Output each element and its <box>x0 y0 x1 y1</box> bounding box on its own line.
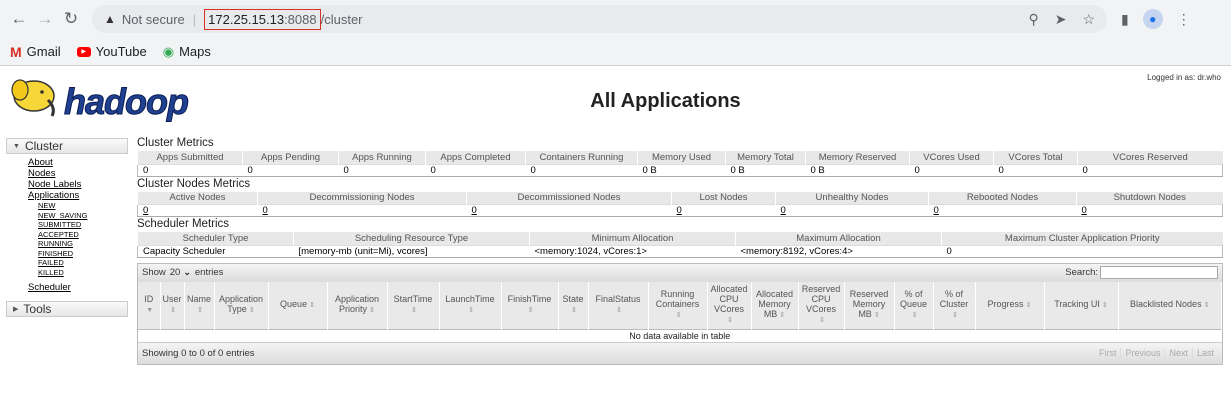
url-text[interactable] <box>204 12 362 27</box>
menu-icon[interactable]: ⋮ <box>1176 10 1191 27</box>
sidebar-link-submitted[interactable]: SUBMITTED <box>38 220 82 229</box>
bookmark-maps[interactable]: ◉ Maps <box>162 43 211 59</box>
nodes-value-link[interactable]: 0 <box>467 205 672 217</box>
app-state-list <box>28 201 128 277</box>
entries-label: entries <box>194 267 224 278</box>
bookmark-gmail[interactable]: M Gmail <box>10 43 61 60</box>
col-vcores-used: VCores Used <box>910 151 994 164</box>
sort-icon: ⇕ <box>1025 302 1032 310</box>
sort-icon: ⇕ <box>616 307 622 315</box>
col-running-containers[interactable]: Running Containers ⇕ <box>648 282 707 330</box>
url-host: 172.25.15.13:8088 <box>204 9 320 30</box>
metric-value: 0 B <box>638 164 726 176</box>
sort-icon: ⇕ <box>873 312 880 320</box>
sidebar-link-running[interactable]: RUNNING <box>38 239 73 248</box>
collapsed-triangle-icon: ▶ <box>13 306 19 313</box>
col-application-priority[interactable]: Application Priority ⇕ <box>327 282 387 330</box>
profile-avatar-icon[interactable]: ● <box>1143 9 1163 29</box>
entries-per-page-select[interactable]: 20 ⌄ <box>169 267 191 278</box>
col-apps-submitted: Apps Submitted <box>138 151 243 164</box>
sort-icon: ⇕ <box>170 307 176 315</box>
metric-value: 0 B <box>726 164 806 176</box>
col-apps-completed: Apps Completed <box>426 151 526 164</box>
page-header <box>0 66 1231 136</box>
col-finish-time[interactable]: FinishTime ⇕ <box>501 282 558 330</box>
col-progress[interactable]: Progress ⇕ <box>975 282 1044 330</box>
expanded-triangle-icon: ▼ <box>13 142 20 150</box>
search-input[interactable] <box>1100 266 1218 279</box>
sort-icon: ⇕ <box>952 312 958 320</box>
col-memory-used: Memory Used <box>638 151 726 164</box>
reload-icon[interactable]: ↻ <box>63 9 79 28</box>
cluster-metrics-title: Cluster Metrics <box>137 137 214 149</box>
col-memory-reserved: Memory Reserved <box>806 151 910 164</box>
url-separator: | <box>192 11 197 27</box>
not-secure-label: Not secure <box>121 11 185 27</box>
maps-icon: ◉ <box>162 43 175 59</box>
sort-icon: ⇕ <box>197 307 203 315</box>
col-final-status[interactable]: FinalStatus ⇕ <box>588 282 648 330</box>
col-allocated-cpu-vcores[interactable]: Allocated CPU VCores ⇕ <box>707 282 751 330</box>
col-percent-of-cluster[interactable]: % of Cluster ⇕ <box>933 282 975 330</box>
col-vcores-total: VCores Total <box>994 151 1078 164</box>
col-maximum-allocation: Maximum Allocation <box>736 232 942 245</box>
col-memory-total: Memory Total <box>726 151 806 164</box>
url-path: /cluster <box>320 11 363 27</box>
sidebar-link-killed[interactable]: KILLED <box>38 267 64 277</box>
nodes-value-link[interactable]: 0 <box>929 205 1077 217</box>
metric-value: 0 <box>426 164 526 176</box>
table-footer <box>138 342 1222 364</box>
sidebar-link-about[interactable]: About <box>28 157 53 168</box>
youtube-icon: ▶ <box>77 47 91 57</box>
sidebar-link-new[interactable]: NEW <box>38 201 56 210</box>
col-max-cluster-app-priority: Maximum Cluster Application Priority <box>942 232 1223 245</box>
col-queue[interactable]: Queue ⇕ <box>268 282 327 330</box>
metric-value: 0 <box>994 164 1078 176</box>
address-bar[interactable] <box>92 5 1107 33</box>
zoom-icon[interactable]: ⚲ <box>1028 10 1039 27</box>
col-scheduling-resource-type: Scheduling Resource Type <box>294 232 530 245</box>
col-containers-running: Containers Running <box>526 151 638 164</box>
svg-text:hadoop: hadoop <box>64 81 188 122</box>
col-tracking-ui[interactable]: Tracking UI ⇕ <box>1044 282 1118 330</box>
sort-icon: ⇕ <box>369 307 375 315</box>
warning-icon: ▲ <box>104 12 116 26</box>
logged-in-label: Logged in as: dr.who <box>1147 73 1221 82</box>
sort-icon: ⇕ <box>411 307 417 315</box>
scheduler-value: <memory:1024, vCores:1> <box>530 245 736 257</box>
back-icon[interactable]: ← <box>10 9 28 28</box>
metric-value: 0 B <box>806 164 910 176</box>
col-user[interactable]: User ⇕ <box>160 282 184 330</box>
bookmarks-bar <box>0 38 1231 66</box>
col-apps-pending: Apps Pending <box>243 151 339 164</box>
metric-value: 0 <box>138 164 243 176</box>
cluster-nav-list <box>6 154 128 297</box>
nodes-value-link[interactable]: 0 <box>776 205 929 217</box>
applications-table-box <box>137 263 1223 365</box>
col-start-time[interactable]: StartTime ⇕ <box>387 282 439 330</box>
scheduler-value: Capacity Scheduler <box>138 245 294 257</box>
sidebar-link-scheduler[interactable]: Scheduler <box>28 282 71 293</box>
metric-value: 0 <box>243 164 339 176</box>
col-apps-running: Apps Running <box>339 151 426 164</box>
send-icon[interactable]: ➤ <box>1054 10 1067 27</box>
sidebar-link-accepted[interactable]: ACCEPTED <box>38 229 79 239</box>
metric-value: 0 <box>339 164 426 176</box>
sidebar-link-applications[interactable]: Applications <box>28 190 80 201</box>
col-launch-time[interactable]: LaunchTime ⇕ <box>439 282 501 330</box>
col-vcores-reserved: VCores Reserved <box>1078 151 1223 164</box>
col-lost-nodes: Lost Nodes <box>672 192 776 205</box>
sidebar-link-finished[interactable]: FINISHED <box>38 248 74 258</box>
metric-value: 0 <box>1078 164 1223 176</box>
col-allocated-memory-mb[interactable]: Allocated Memory MB ⇕ <box>751 282 798 330</box>
sort-icon: ⇕ <box>675 312 682 320</box>
sort-icon: ⇕ <box>911 312 918 320</box>
page-title: All Applications <box>590 90 741 112</box>
metric-value: 0 <box>910 164 994 176</box>
applications-table <box>138 282 1222 342</box>
bookmark-youtube[interactable]: ▶ YouTube <box>77 44 147 59</box>
gmail-icon: M <box>10 43 22 60</box>
side-panel-icon[interactable]: ▮ <box>1121 10 1129 27</box>
sidebar-cluster-header[interactable]: ▼ Cluster <box>6 138 128 154</box>
scheduler-metrics-title: Scheduler Metrics <box>137 218 230 230</box>
scheduler-value: 0 <box>942 245 1223 257</box>
col-shutdown-nodes: Shutdown Nodes <box>1077 192 1223 205</box>
col-blacklisted-nodes[interactable]: Blacklisted Nodes ⇕ <box>1118 282 1222 330</box>
sort-icon: ⇕ <box>571 307 577 315</box>
col-unhealthy-nodes: Unhealthy Nodes <box>776 192 929 205</box>
sidebar-link-failed[interactable]: FAILED <box>38 258 64 267</box>
sort-icon: ⇕ <box>1203 302 1210 310</box>
nodes-value-link[interactable]: 0 <box>672 205 776 217</box>
col-decommissioning-nodes: Decommissioning Nodes <box>258 192 467 205</box>
scheduler-value: [memory-mb (unit=Mi), vcores] <box>294 245 530 257</box>
sort-desc-icon: ▼ <box>146 307 154 315</box>
col-decommissioned-nodes: Decommissioned Nodes <box>467 192 672 205</box>
sort-icon: ⇕ <box>309 302 315 310</box>
sort-icon: ⇕ <box>779 312 786 320</box>
pager-next-button[interactable]: Next <box>1164 348 1192 358</box>
col-reserved-cpu-vcores[interactable]: Reserved CPU VCores ⇕ <box>798 282 844 330</box>
metric-value: 0 <box>526 164 638 176</box>
search-label: Search: <box>1065 267 1098 278</box>
forward-icon[interactable]: → <box>36 9 54 28</box>
nodes-value-link[interactable]: 0 <box>138 205 258 217</box>
sidebar-link-nodes[interactable]: Nodes <box>28 168 56 179</box>
sort-icon: ⇕ <box>819 317 825 325</box>
sort-icon: ⇕ <box>248 307 255 315</box>
nodes-metrics-title: Cluster Nodes Metrics <box>137 177 251 190</box>
chevron-down-icon: ⌄ <box>183 267 191 277</box>
col-state[interactable]: State ⇕ <box>558 282 588 330</box>
scheduler-metrics-table <box>137 232 1223 258</box>
pager-last-button[interactable]: Last <box>1192 348 1218 358</box>
table-info: Showing 0 to 0 of 0 entries <box>142 347 255 359</box>
bookmark-star-icon[interactable]: ☆ <box>1082 10 1095 27</box>
sidebar-tools-header[interactable]: ▶ Tools <box>6 301 128 317</box>
col-minimum-allocation: Minimum Allocation <box>530 232 736 245</box>
col-active-nodes: Active Nodes <box>138 192 258 205</box>
sort-icon: ⇕ <box>1101 302 1108 310</box>
empty-table-message: No data available in table <box>138 330 1222 342</box>
cluster-metrics-table <box>137 151 1223 177</box>
nodes-value-link[interactable]: 0 <box>258 205 467 217</box>
scheduler-value: <memory:8192, vCores:4> <box>736 245 942 257</box>
nodes-metrics-table <box>137 192 1223 218</box>
main-content <box>137 136 1223 365</box>
col-name[interactable]: Name ⇕ <box>184 282 214 330</box>
hadoop-page <box>0 66 1231 417</box>
pager-first-button[interactable]: First <box>1098 348 1117 358</box>
sort-icon: ⇕ <box>468 307 474 315</box>
browser-toolbar <box>0 0 1231 38</box>
pager-previous-button[interactable]: Previous <box>1120 348 1164 358</box>
col-scheduler-type: Scheduler Type <box>138 232 294 245</box>
col-reserved-memory-mb[interactable]: Reserved Memory MB ⇕ <box>844 282 894 330</box>
pagination <box>1095 348 1218 358</box>
sidebar <box>6 138 128 317</box>
col-application-type[interactable]: Application Type ⇕ <box>214 282 268 330</box>
col-rebooted-nodes: Rebooted Nodes <box>929 192 1077 205</box>
table-toolbar <box>138 264 1222 282</box>
nodes-value-link[interactable]: 0 <box>1077 205 1223 217</box>
sidebar-link-node-labels[interactable]: Node Labels <box>28 179 82 190</box>
col-id[interactable]: ID ▼ <box>138 282 160 330</box>
show-label: Show <box>142 267 166 278</box>
sort-icon: ⇕ <box>527 307 534 315</box>
col-percent-of-queue[interactable]: % of Queue ⇕ <box>894 282 933 330</box>
sort-icon: ⇕ <box>727 317 733 325</box>
sidebar-link-new-saving[interactable]: NEW_SAVING <box>38 210 88 220</box>
